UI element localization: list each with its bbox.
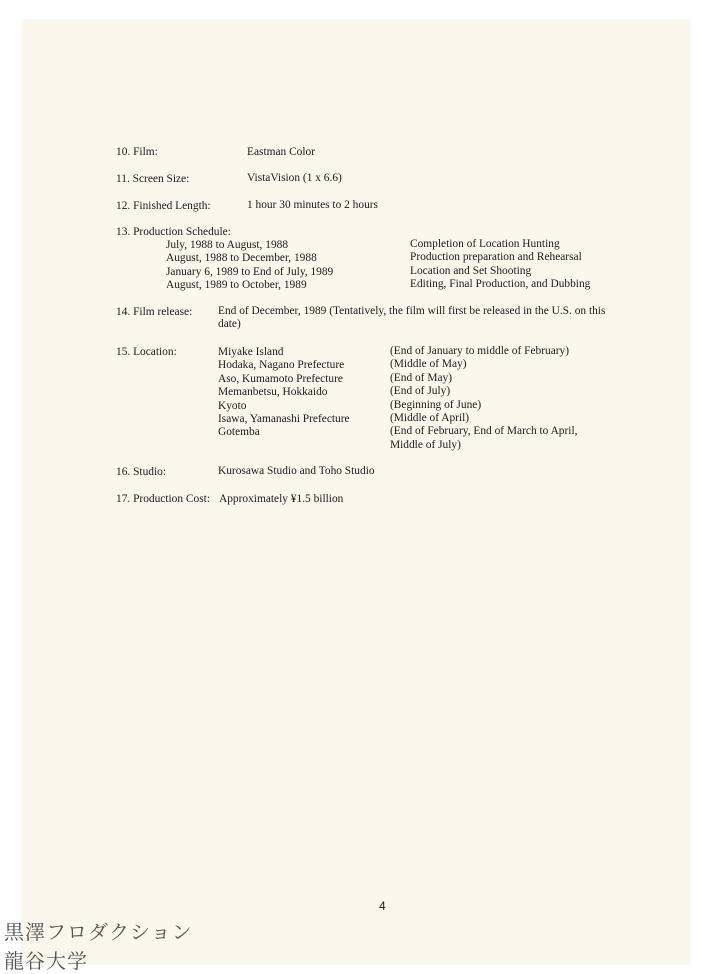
location-place: Aso, Kumamoto Prefecture xyxy=(218,372,343,385)
schedule-activity: Location and Set Shooting xyxy=(410,264,532,277)
film-value: Eastman Color xyxy=(247,146,316,158)
location-times xyxy=(390,345,610,452)
schedule-period: August, 1989 to October, 1989 xyxy=(166,279,307,292)
location-time: (End of January to middle of February) xyxy=(390,345,570,357)
film-release-value: End of December, 1989 (Tentatively, the film will first be released in the U.S. on this date) xyxy=(218,305,606,331)
location-place: Memanbetsu, Hokkaido xyxy=(218,386,328,399)
film-label: 10. Film: xyxy=(116,146,158,158)
location-label: 15. Location: xyxy=(116,346,177,358)
schedule-activity: Editing, Final Production, and Dubbing xyxy=(410,278,591,291)
finished-length-value: 1 hour 30 minutes to 2 hours xyxy=(247,199,378,211)
location-places xyxy=(218,346,350,440)
finished-length-label: 12. Finished Length: xyxy=(116,200,211,212)
studio-label: 16. Studio: xyxy=(116,466,167,478)
schedule-period: January 6, 1989 to End of July, 1989 xyxy=(166,265,334,278)
schedule-period: August, 1988 to December, 1988 xyxy=(166,252,317,265)
location-time: (Beginning of June) xyxy=(390,398,482,411)
location-place: Miyake Island xyxy=(218,346,284,358)
watermark-line-2: 龍谷大学 xyxy=(4,949,88,973)
schedule-activity: Production preparation and Rehearsal xyxy=(410,251,582,264)
location-place: Isawa, Yamanashi Prefecture xyxy=(218,413,350,426)
location-time: (Middle of May) xyxy=(390,358,467,371)
schedule-periods xyxy=(166,239,333,293)
schedule-period: July, 1988 to August, 1988 xyxy=(166,239,289,251)
location-time: (End of February, End of March to April, Middle of July) xyxy=(390,425,578,451)
screen-size-label: 11. Screen Size: xyxy=(116,173,190,185)
film-release-label: 14. Film release: xyxy=(116,306,193,318)
page-number: 4 xyxy=(379,899,386,913)
production-cost-label: 17. Production Cost: xyxy=(116,493,210,505)
location-time: (Middle of April) xyxy=(390,412,470,425)
studio-value: Kurosawa Studio and Toho Studio xyxy=(218,465,375,477)
watermark-line-1: 黒澤フロダクション xyxy=(4,920,193,944)
location-time: (End of May) xyxy=(390,371,452,384)
location-place: Kyoto xyxy=(218,399,247,412)
schedule-activity: Completion of Location Hunting xyxy=(410,238,560,250)
schedule-activities xyxy=(410,238,590,292)
location-place: Hodaka, Nagano Prefecture xyxy=(218,359,345,372)
location-place: Gotemba xyxy=(218,426,260,439)
document-page xyxy=(22,20,690,964)
production-cost-value: Approximately ¥1.5 billion xyxy=(219,493,344,505)
production-schedule-label: 13. Production Schedule: xyxy=(116,226,231,238)
screen-size-value: VistaVision (1 x 6.6) xyxy=(247,172,342,184)
location-time: (End of July) xyxy=(390,385,451,398)
